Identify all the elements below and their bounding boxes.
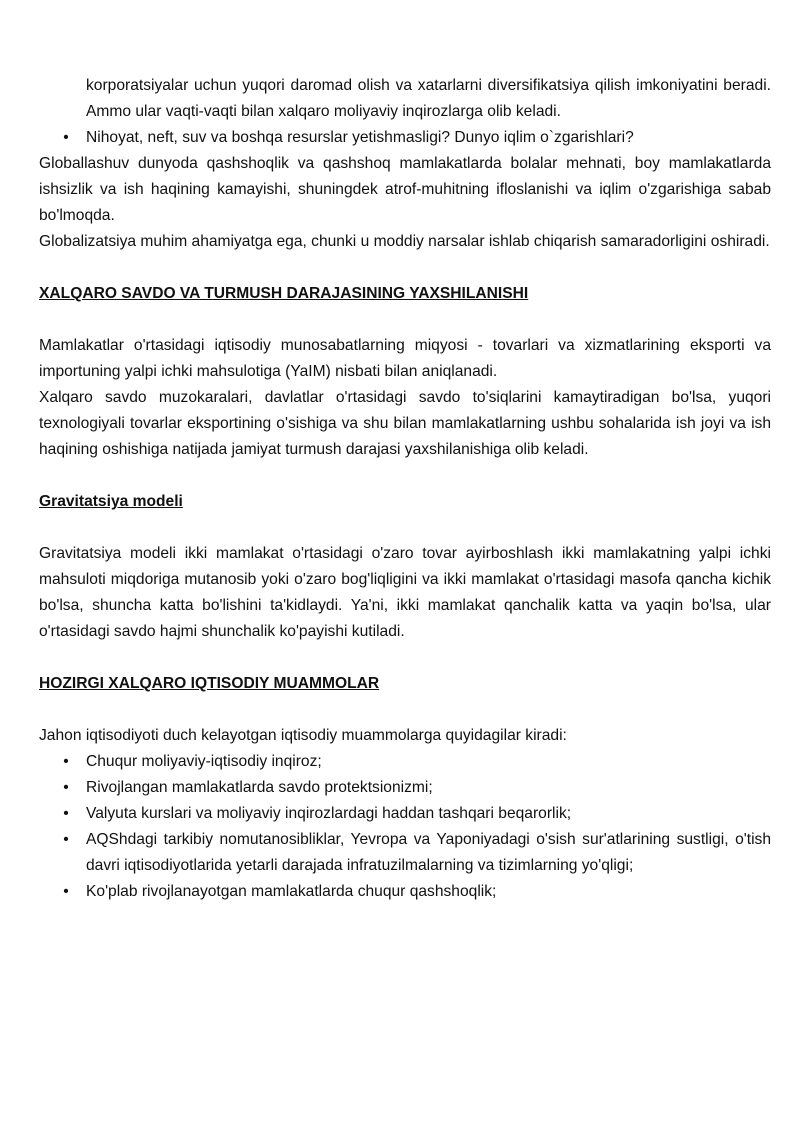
bullet-icon: • [63,753,69,770]
list-item-text: Nihoyat, neft, suv va boshqa resurslar yetishmasligi? Dunyo iqlim o`zgarishlari? [86,129,634,146]
document-body [39,73,771,905]
bullet-icon: • [63,831,69,848]
problems-list [39,749,771,905]
list-item-text: Chuqur moliyaviy-iqtisodiy inqiroz; [86,753,322,770]
globalization-importance-paragraph: Globalizatsiya muhim ahamiyatga ega, chunki u moddiy narsalar ishlab chiqarish samaradorligini oshiradi. [39,233,770,250]
bullet-icon: • [63,883,69,900]
bullet-icon: • [63,805,69,822]
bullet-icon: • [63,129,69,146]
list-item [39,879,771,905]
section-heading-problems: HOZIRGI XALQARO IQTISODIY MUAMMOLAR [39,675,380,692]
gravity-paragraph: Gravitatsiya modeli ikki mamlakat o'rtasidagi o'zaro tovar ayirboshlash ikki mamlakatning yalpi ichki mahsuloti miqdoriga mutanosib yoki o'zaro bog'liqligini va ikki mamlakat o'rtasidagi masofa qancha kichik bo'lsa, shuncha katta bo'lishini ta'kidlaydi. Ya'ni, ikki mamlakat qanchalik katta va yaqin bo'lsa, ular o'rtasidagi savdo hajmi shunchalik ko'payishi kutiladi. [39,545,771,640]
list-item [39,827,771,879]
continued-list-text: korporatsiyalar uchun yuqori daromad olish va xatarlarni diversifikatsiya qilish imkoniyatini beradi. Ammo ular vaqti-vaqti bilan xalqaro moliyaviy inqirozlarga olib keladi. [86,77,771,120]
list-item [39,801,771,827]
list-item-text: Ko'plab rivojlanayotgan mamlakatlarda chuqur qashshoqlik; [86,883,497,900]
list-item-text: AQShdagi tarkibiy nomutanosibliklar, Yevropa va Yaponiyadagi o'sish sur'atlarining sustligi, o'tish davri iqtisodiyotlarida yetarli darajada infratuzilmalarning va tizimlarning yo'qligi; [86,831,771,874]
top-bullet-list [39,125,771,151]
bullet-icon: • [63,779,69,796]
list-item-text: Rivojlangan mamlakatlarda savdo protektsionizmi; [86,779,433,796]
list-item-text: Valyuta kurslari va moliyaviy inqirozlardagi haddan tashqari beqarorlik; [86,805,572,822]
trade-paragraph-1: Mamlakatlar o'rtasidagi iqtisodiy munosabatlarning miqyosi - tovarlari va xizmatlarining eksporti va importuning yalpi ichki mahsulotiga (YaIM) nisbati bilan aniqlanadi. [39,337,771,380]
section-heading-trade: XALQARO SAVDO VA TURMUSH DARAJASINING YAXSHILANISHI [39,285,529,302]
list-item [39,775,771,801]
trade-paragraph-2: Xalqaro savdo muzokaralari, davlatlar o'rtasidagi savdo to'siqlarini kamaytiradigan bo'lsa, yuqori texnologiyali tovarlar eksportining o'sishiga va shu bilan mamlakatlarning ushbu sohalarida ish joyi va ish haqining oshishiga natijada jamiyat turmush darajasi yaxshilanishiga olib keladi. [39,389,771,458]
section-heading-gravity: Gravitatsiya modeli [39,493,183,510]
problems-intro: Jahon iqtisodiyoti duch kelayotgan iqtisodiy muammolarga quyidagilar kiradi: [39,727,567,744]
list-item [39,125,771,151]
list-item [39,749,771,775]
globalization-paragraph: Globallashuv dunyoda qashshoqlik va qashshoq mamlakatlarda bolalar mehnati, boy mamlakatlarda ishsizlik va ish haqining kamayishi, shuningdek atrof-muhitning ifloslanishi va iqlim o'zgarishiga sabab bo'lmoqda. [39,155,771,224]
